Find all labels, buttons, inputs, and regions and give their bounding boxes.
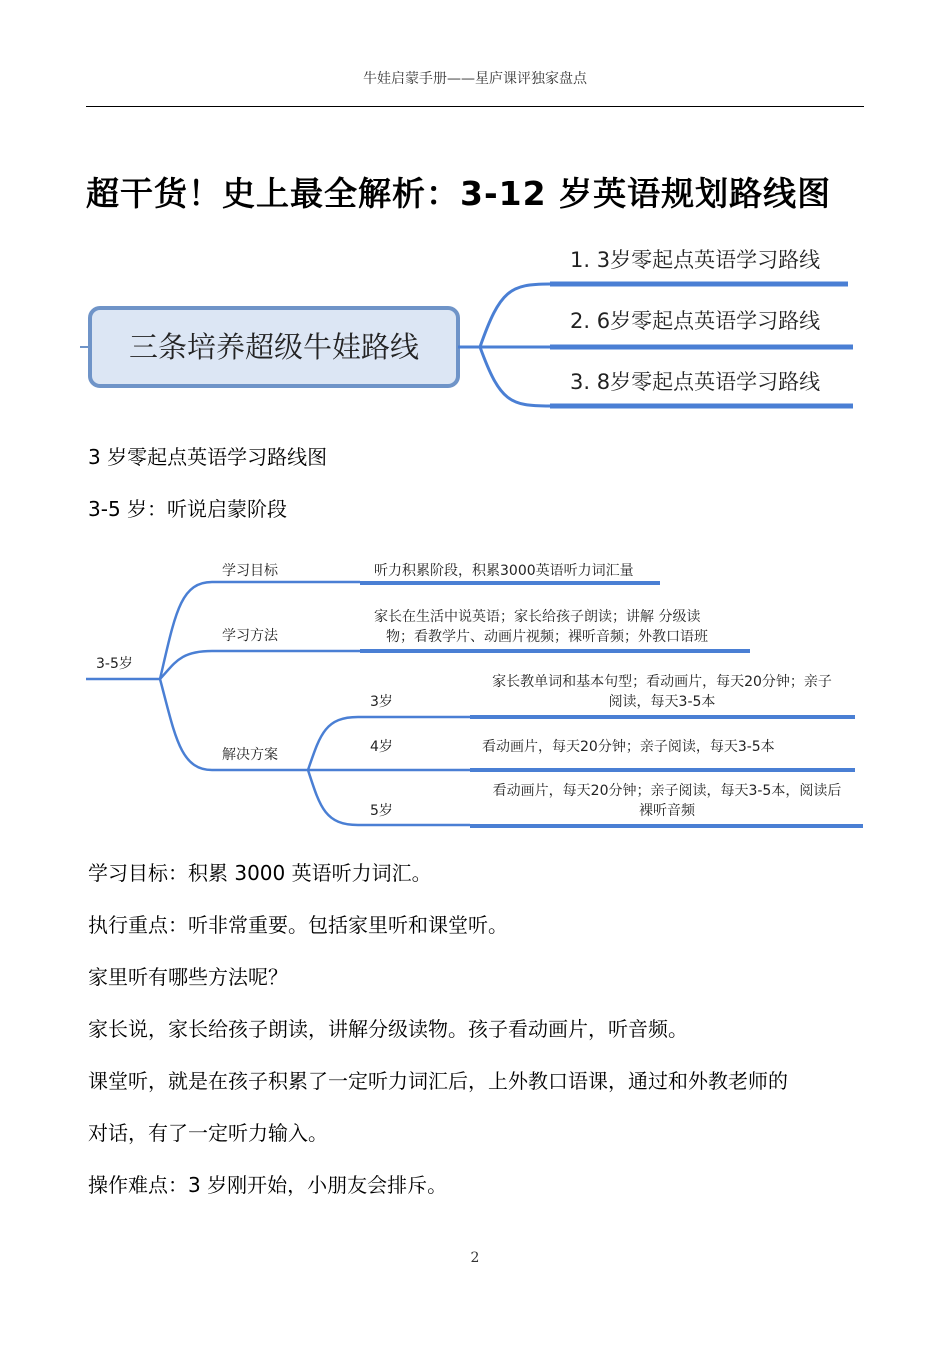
- age3-label: 3岁: [370, 694, 393, 710]
- method-text-line2: 物；看教学片、动画片视频；裸听音频；外教口语班: [386, 629, 708, 645]
- page-number: 2: [470, 1250, 480, 1266]
- overview-branch-curve-3: [480, 347, 550, 406]
- page-title: 超干货！史上最全解析：3-12 岁英语规划路线图: [86, 174, 832, 213]
- section-title: 3 岁零起点英语学习路线图: [88, 445, 328, 469]
- page-header: 牛娃启蒙手册——星庐课评独家盘点: [363, 71, 587, 87]
- age4-label: 4岁: [370, 739, 393, 755]
- overview-root-label: 三条培养超级牛娃路线: [128, 330, 420, 364]
- solution-label: 解决方案: [222, 747, 278, 763]
- solution-curve-5: [308, 770, 358, 825]
- overview-mindmap: [80, 230, 870, 420]
- paragraph: 家里听有哪些方法呢？: [88, 965, 288, 989]
- detail-curve-goal: [160, 582, 212, 679]
- goal-text: 听力积累阶段，积累3000英语听力词汇量: [374, 563, 634, 579]
- detail-curve-method: [160, 651, 212, 679]
- paragraph: 执行重点：听非常重要。包括家里听和课堂听。: [88, 913, 508, 937]
- age5-text-line2: 裸听音频: [639, 803, 695, 819]
- stage-title: 3-5 岁：听说启蒙阶段: [88, 497, 288, 521]
- age4-text-line1: 看动画片，每天20分钟；亲子阅读，每天3-5本: [482, 739, 775, 755]
- goal-label: 学习目标: [222, 563, 278, 579]
- detail-root-label: 3-5岁: [96, 656, 133, 672]
- overview-branch-label-3: 3. 8岁零起点英语学习路线: [570, 370, 821, 394]
- paragraph: 家长说，家长给孩子朗读，讲解分级读物。孩子看动画片，听音频。: [88, 1017, 688, 1041]
- age5-text-line1: 看动画片，每天20分钟；亲子阅读，每天3-5本，阅读后: [492, 783, 842, 799]
- solution-curve-3: [308, 717, 358, 770]
- detail-curve-solution: [160, 679, 212, 770]
- overview-branch-label-1: 1. 3岁零起点英语学习路线: [570, 248, 821, 272]
- age5-label: 5岁: [370, 803, 393, 819]
- age3-text-line1: 家长教单词和基本句型；看动画片，每天20分钟；亲子: [492, 674, 832, 690]
- age3-text-line2: 阅读，每天3-5本: [608, 694, 716, 710]
- paragraph: 课堂听，就是在孩子积累了一定听力词汇后，上外教口语课，通过和外教老师的: [88, 1069, 788, 1093]
- detail-mindmap: [80, 545, 870, 845]
- method-label: 学习方法: [222, 628, 278, 644]
- overview-branch-curve-1: [480, 284, 550, 347]
- paragraph: 对话，有了一定听力输入。: [88, 1121, 328, 1145]
- overview-branch-label-2: 2. 6岁零起点英语学习路线: [570, 309, 821, 333]
- header-rule: [86, 106, 864, 107]
- paragraph: 操作难点：3 岁刚开始，小朋友会排斥。: [88, 1173, 448, 1197]
- method-text-line1: 家长在生活中说英语；家长给孩子朗读；讲解 分级读: [374, 609, 701, 625]
- paragraph: 学习目标：积累 3000 英语听力词汇。: [88, 861, 432, 885]
